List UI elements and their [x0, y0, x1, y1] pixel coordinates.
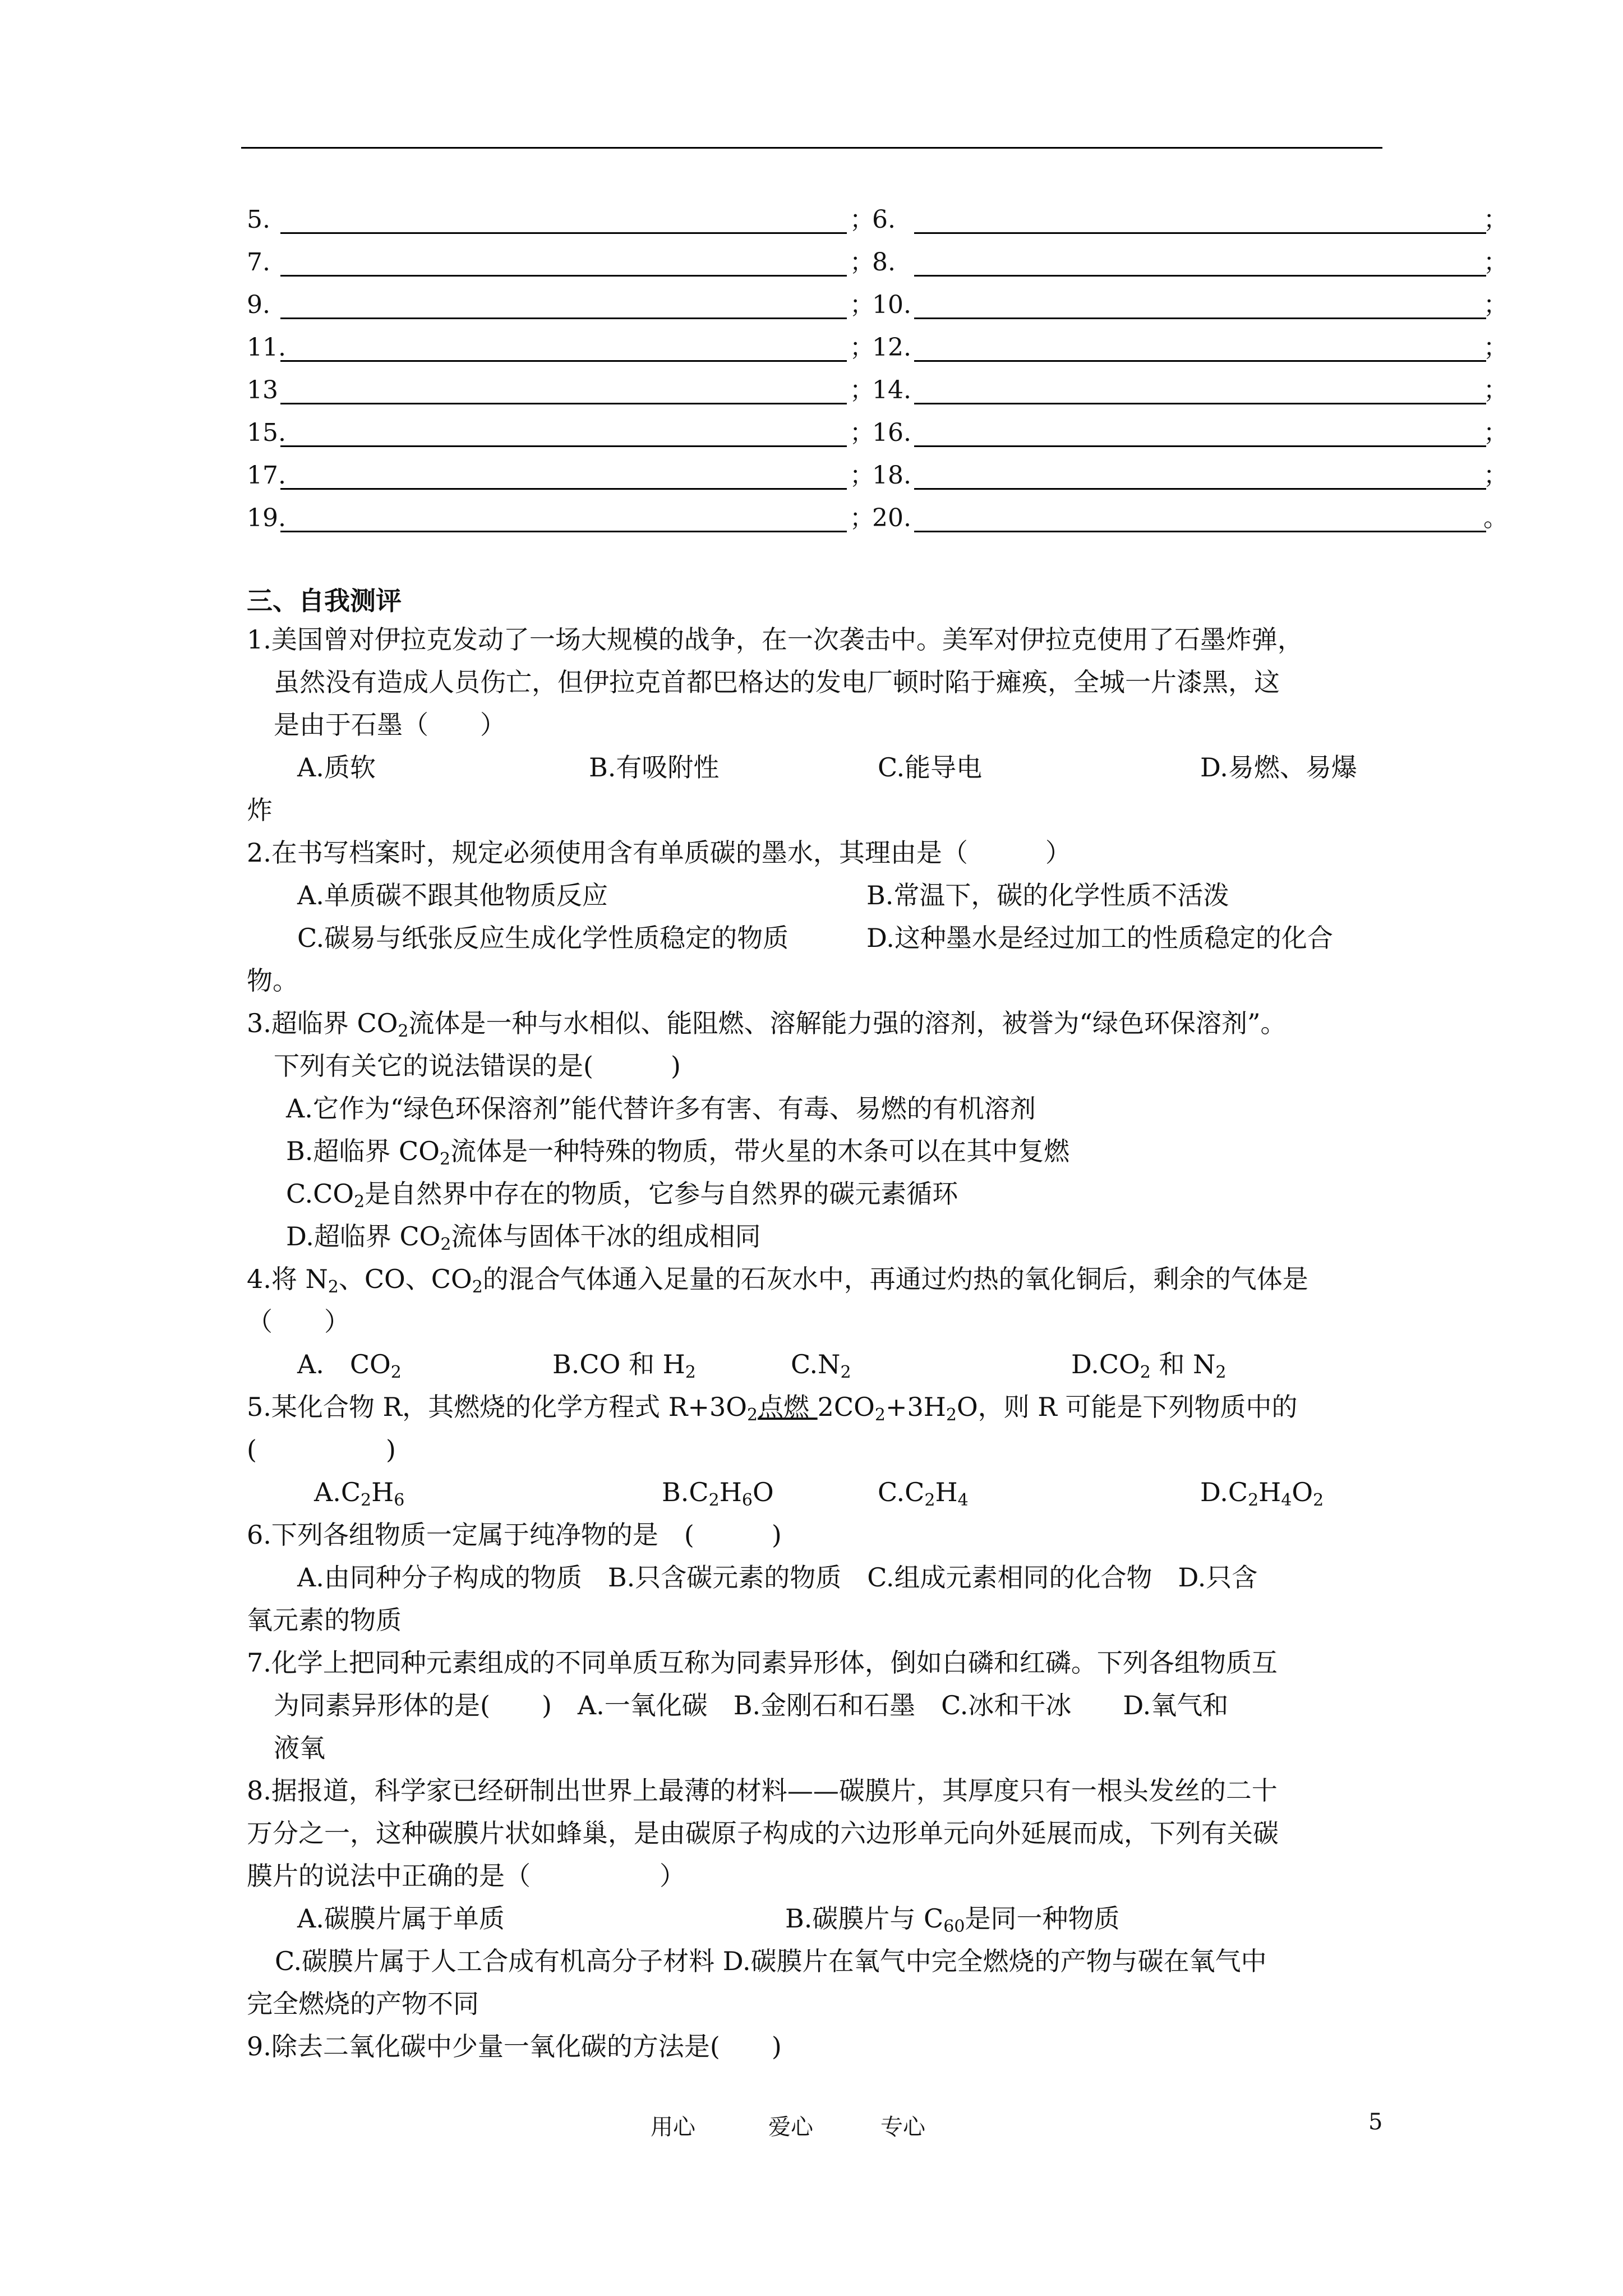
blank-row	[247, 246, 1508, 279]
blank-number-right: 8.	[872, 248, 896, 277]
blank-separator-right: ；	[1483, 248, 1508, 277]
q2-line1: 2.在书写档案时，规定必须使用含有单质碳的墨水，其理由是（ ）	[247, 838, 1071, 868]
blank-row	[247, 288, 1508, 322]
q5-line2: ( )	[247, 1434, 396, 1465]
blank-line-left	[280, 318, 847, 319]
q3-option-b: B.超临界 $CO_2$流体是一种特殊的物质，带火星的木条可以在其中复燃	[286, 1136, 1070, 1169]
blank-number-right: 6.	[872, 205, 896, 234]
blank-line-right	[914, 445, 1486, 447]
blank-number-left: 15.	[247, 418, 286, 447]
blank-separator-right: ；	[1483, 376, 1508, 404]
q7-line2: 为同素异形体的是( ) A.一氧化碳 B.金刚石和石墨 C.冰和干冰 D.氧气和	[274, 1690, 1229, 1720]
q9-line1: 9.除去二氧化碳中少量一氧化碳的方法是( )	[247, 2031, 782, 2062]
blank-separator-right: 。	[1483, 504, 1508, 532]
q8-option-a: A.碳膜片属于单质	[297, 1903, 505, 1934]
blank-line-right	[914, 488, 1486, 490]
blank-separator-right: ；	[1483, 418, 1508, 447]
blank-line-right	[914, 318, 1486, 319]
blank-number-right: 16.	[872, 418, 911, 447]
reaction-condition: 点燃	[758, 1392, 810, 1422]
blank-number-left: 9.	[247, 291, 270, 319]
blank-line-left	[280, 488, 847, 490]
q2-option-b: B.常温下，碳的化学性质不活泼	[866, 880, 1229, 910]
q7-line1: 7.化学上把同种元素组成的不同单质互称为同素异形体，倒如白磷和红磷。下列各组物质互	[247, 1648, 1278, 1678]
q8-line1: 8.据报道，科学家已经研制出世界上最薄的材料——碳膜片，其厚度只有一根头发丝的二十	[247, 1775, 1278, 1806]
q4-option-d: $D.CO_2$ 和 $N_2$	[1071, 1349, 1227, 1382]
q2-option-d: D.这种墨水是经过加工的性质稳定的化合	[866, 923, 1333, 953]
blank-line-left	[280, 275, 847, 277]
blank-row	[247, 501, 1508, 535]
blank-number-right: 20.	[872, 504, 911, 532]
footer-motto-3: 专心	[880, 2114, 925, 2140]
page-number: 5	[1368, 2109, 1383, 2135]
q6-line3: 氧元素的物质	[247, 1605, 402, 1635]
q1-option-d: D.易燃、易爆	[1200, 752, 1357, 783]
blank-line-right	[914, 232, 1486, 234]
blank-row	[247, 203, 1508, 237]
blank-line-left	[280, 232, 847, 234]
q5-option-d: $D.C_2H_4O_2$	[1200, 1477, 1324, 1510]
blank-number-left: 19.	[247, 504, 286, 532]
q1-option-c: C.能导电	[878, 752, 983, 783]
q3-line1: 3.超临界 $CO_2$流体是一种与水相似、能阻燃、溶解能力强的溶剂，被誉为“绿色环保溶剂”。	[247, 1008, 1287, 1041]
blank-number-right: 12.	[872, 333, 911, 362]
blank-separator-left: ；	[850, 248, 874, 277]
q1-line2: 虽然没有造成人员伤亡，但伊拉克首都巴格达的发电厂顿时陷于瘫痪，全城一片漆黑，这	[274, 667, 1280, 697]
q4-line2: （ ）	[247, 1306, 350, 1337]
q1-option-d-cont: 炸	[247, 795, 273, 825]
blank-line-left	[280, 445, 847, 447]
footer-motto-1: 用心	[651, 2114, 695, 2140]
blank-line-right	[914, 275, 1486, 277]
q8-option-c: C.碳膜片属于人工合成有机高分子材料 D.碳膜片在氧气中完全燃烧的产物与碳在氧气中	[275, 1946, 1267, 1976]
blank-line-left	[280, 360, 847, 362]
blank-number-left: 7.	[247, 248, 270, 277]
q5-option-b: $B.C_2H_6O$	[662, 1477, 774, 1510]
q5-option-a: $A.C_2H_6$	[314, 1477, 405, 1510]
footer-motto-2: 爱心	[768, 2114, 813, 2140]
q4-option-a: A. $CO_2$	[297, 1349, 402, 1382]
q4-option-c: $C.N_2$	[791, 1349, 851, 1382]
q2-option-d-cont: 物。	[247, 965, 298, 996]
q4-line1: 4.将 $N_2$、CO、$CO_2$的混合气体通入足量的石灰水中，再通过灼热的氧化铜后，剩余的气体是	[247, 1264, 1308, 1297]
blank-separator-left: ；	[850, 291, 874, 319]
blank-row	[247, 374, 1508, 407]
q3-line2: 下列有关它的说法错误的是( )	[274, 1051, 681, 1081]
header-rule	[241, 147, 1382, 149]
blank-separator-left: ；	[850, 418, 874, 447]
section-title: 三、自我测评	[247, 586, 402, 616]
q5-line1: 5.某化合物 R，其燃烧的化学方程式 $R+3O_2$点燃 $2CO_2+3H_2O$，则 R 可能是下列物质中的	[247, 1392, 1298, 1425]
blank-line-right	[914, 403, 1486, 404]
blank-separator-left: ；	[850, 205, 874, 234]
q6-line1: 6.下列各组物质一定属于纯净物的是 ( )	[247, 1520, 782, 1550]
blank-number-left: 13	[247, 376, 278, 404]
blank-separator-right: ；	[1483, 333, 1508, 362]
blank-separator-left: ；	[850, 461, 874, 490]
blank-separator-left: ；	[850, 376, 874, 404]
blank-separator-left: ；	[850, 333, 874, 362]
blank-number-right: 14.	[872, 376, 911, 404]
q8-line2: 万分之一，这种碳膜片状如蜂巢，是由碳原子构成的六边形单元向外延展而成，下列有关碳	[247, 1818, 1279, 1848]
q2-option-a: A.单质碳不跟其他物质反应	[297, 880, 608, 910]
q2-option-c: C.碳易与纸张反应生成化学性质稳定的物质	[297, 923, 789, 953]
blank-number-right: 18.	[872, 461, 911, 490]
q1-option-b: B.有吸附性	[589, 752, 720, 783]
blank-separator-right: ；	[1483, 291, 1508, 319]
blank-line-left	[280, 531, 847, 532]
q1-line1: 1.美国曾对伊拉克发动了一场大规模的战争，在一次袭击中。美军对伊拉克使用了石墨炸弹，	[247, 624, 1303, 655]
blank-number-right: 10.	[872, 291, 911, 319]
q6-line2: A.由同种分子构成的物质 B.只含碳元素的物质 C.组成元素相同的化合物 D.只含	[297, 1562, 1258, 1593]
q3-option-c: $C.CO_2$是自然界中存在的物质，它参与自然界的碳元素循环	[286, 1179, 958, 1212]
blank-number-left: 5.	[247, 205, 270, 234]
q8-option-c-cont: 完全燃烧的产物不同	[247, 1989, 479, 2019]
blank-line-right	[914, 531, 1486, 532]
blank-separator-right: ；	[1483, 205, 1508, 234]
q5-option-c: $C.C_2H_4$	[878, 1477, 969, 1510]
blank-number-left: 11.	[247, 333, 286, 362]
blank-separator-right: ；	[1483, 461, 1508, 490]
q8-option-b: B.碳膜片与 $C_{60}$是同一种物质	[785, 1903, 1120, 1936]
blank-line-right	[914, 360, 1486, 362]
q4-option-b: B.CO 和 $H_2$	[552, 1349, 696, 1382]
blank-row	[247, 416, 1508, 450]
q3-option-d: D.超临界 $CO_2$流体与固体干冰的组成相同	[286, 1221, 761, 1254]
q3-option-a: A.它作为“绿色环保溶剂”能代替许多有害、有毒、易燃的有机溶剂	[286, 1093, 1036, 1124]
q7-line3: 液氧	[274, 1733, 325, 1763]
q1-option-a: A.质软	[297, 752, 376, 783]
blank-row	[247, 459, 1508, 493]
q1-line3: 是由于石墨（ ）	[274, 710, 506, 740]
blank-number-left: 17.	[247, 461, 286, 490]
blank-line-left	[280, 403, 847, 404]
blank-separator-left: ；	[850, 504, 874, 532]
q8-line3: 膜片的说法中正确的是（ ）	[247, 1861, 685, 1891]
blank-row	[247, 331, 1508, 365]
